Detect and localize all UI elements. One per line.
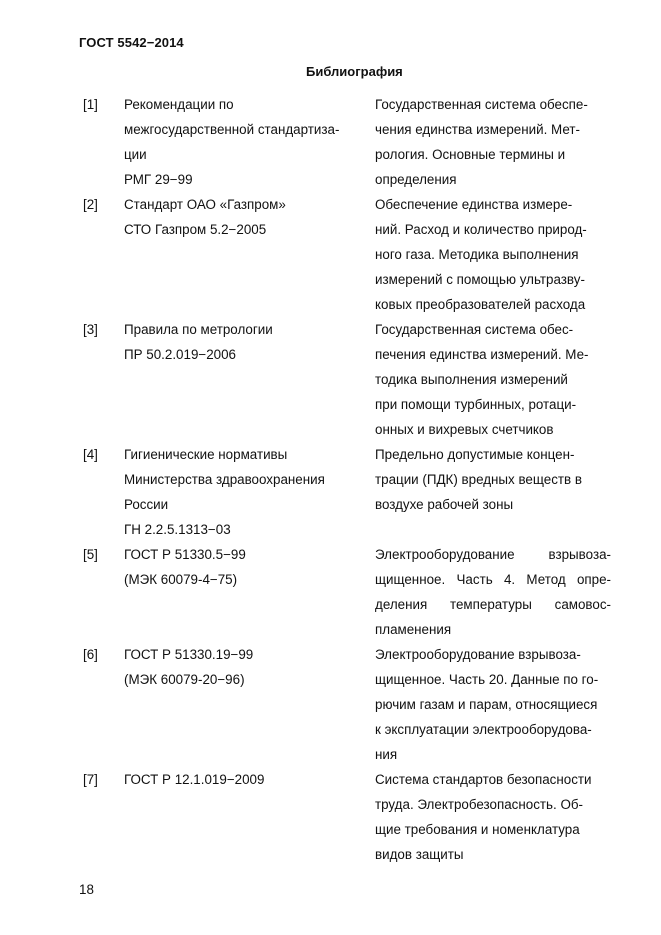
bibliography-entry xyxy=(0,442,661,542)
document-header: ГОСТ 5542−2014 xyxy=(79,35,184,50)
entry-designation xyxy=(124,92,360,192)
designation-line: РМГ 29−99 xyxy=(124,172,193,187)
entry-number: [1] xyxy=(83,97,98,112)
description-line: измерений с помощью ультразву- xyxy=(375,272,585,287)
description-line: воздухе рабочей зоны xyxy=(375,497,514,512)
bibliography-entry xyxy=(0,317,661,442)
entry-description xyxy=(375,542,611,642)
description-line: Обеспечение единства измере- xyxy=(375,197,573,212)
description-line: Система стандартов безопасности xyxy=(375,772,592,787)
designation-line: ПР 50.2.019−2006 xyxy=(124,347,237,362)
entry-designation xyxy=(124,442,360,542)
designation-line: межгосударственной стандартиза- xyxy=(124,122,340,137)
description-line: пламенения xyxy=(375,622,452,637)
entry-description xyxy=(375,642,611,767)
designation-line: (МЭК 60079-20−96) xyxy=(124,672,245,687)
designation-line: (МЭК 60079-4−75) xyxy=(124,572,238,587)
designation-line: ГОСТ Р 51330.5−99 xyxy=(124,547,246,562)
description-line: деления температуры самовос- xyxy=(375,597,611,612)
entry-number: [6] xyxy=(83,647,98,662)
description-line: при помощи турбинных, ротаци- xyxy=(375,397,577,412)
designation-line: Рекомендации по xyxy=(124,97,234,112)
entry-description xyxy=(375,442,611,517)
entry-number: [3] xyxy=(83,322,98,337)
entry-number: [7] xyxy=(83,772,98,787)
entry-designation xyxy=(124,642,360,692)
entry-number: [2] xyxy=(83,197,98,212)
designation-line: СТО Газпром 5.2−2005 xyxy=(124,222,267,237)
description-line: Электрооборудование взрывоза- xyxy=(375,547,611,562)
description-line: Государственная система обеспе- xyxy=(375,97,588,112)
description-line: видов защиты xyxy=(375,847,464,862)
designation-line: Правила по метрологии xyxy=(124,322,273,337)
bibliography-list xyxy=(0,92,661,867)
entry-designation xyxy=(124,317,360,367)
description-line: щие требования и номенклатура xyxy=(375,822,580,837)
entry-designation xyxy=(124,767,360,792)
description-line: рология. Основные термины и xyxy=(375,147,566,162)
bibliography-entry xyxy=(0,92,661,192)
description-line: рючим газам и парам, относящиеся xyxy=(375,697,598,712)
page-number: 18 xyxy=(79,882,94,897)
description-line: ний. Расход и количество природ- xyxy=(375,222,587,237)
entry-description xyxy=(375,317,611,442)
designation-line: Министерства здравоохранения xyxy=(124,472,325,487)
entry-number: [4] xyxy=(83,447,98,462)
description-line: щищенное. Часть 20. Данные по го- xyxy=(375,672,599,687)
designation-line: Гигиенические нормативы xyxy=(124,447,288,462)
section-title: Библиография xyxy=(306,64,403,79)
entry-description xyxy=(375,92,611,192)
description-line: чения единства измерений. Мет- xyxy=(375,122,580,137)
designation-line: ции xyxy=(124,147,147,162)
designation-line: ГОСТ Р 51330.19−99 xyxy=(124,647,254,662)
description-line: онных и вихревых счетчиков xyxy=(375,422,554,437)
description-line: Государственная система обес- xyxy=(375,322,574,337)
description-line: ковых преобразователей расхода xyxy=(375,297,586,312)
description-line: определения xyxy=(375,172,457,187)
bibliography-entry xyxy=(0,192,661,317)
bibliography-entry xyxy=(0,542,661,642)
entry-number: [5] xyxy=(83,547,98,562)
description-line: к эксплуатации электрооборудова- xyxy=(375,722,592,737)
designation-line: ГН 2.2.5.1313−03 xyxy=(124,522,231,537)
description-line: Электрооборудование взрывоза- xyxy=(375,647,581,662)
description-line: ния xyxy=(375,747,398,762)
description-line: щищенное. Часть 4. Метод опре- xyxy=(375,572,611,587)
description-line: печения единства измерений. Ме- xyxy=(375,347,589,362)
designation-line: Стандарт ОАО «Газпром» xyxy=(124,197,286,212)
bibliography-entry xyxy=(0,767,661,867)
designation-line: ГОСТ Р 12.1.019−2009 xyxy=(124,772,265,787)
entry-designation xyxy=(124,542,360,592)
description-line: ного газа. Методика выполнения xyxy=(375,247,579,262)
entry-description xyxy=(375,192,611,317)
designation-line: России xyxy=(124,497,169,512)
description-line: труда. Электробезопасность. Об- xyxy=(375,797,583,812)
description-line: тодика выполнения измерений xyxy=(375,372,568,387)
entry-designation xyxy=(124,192,360,242)
description-line: Предельно допустимые концен- xyxy=(375,447,575,462)
description-line: трации (ПДК) вредных веществ в xyxy=(375,472,582,487)
entry-description xyxy=(375,767,611,867)
bibliography-entry xyxy=(0,642,661,767)
